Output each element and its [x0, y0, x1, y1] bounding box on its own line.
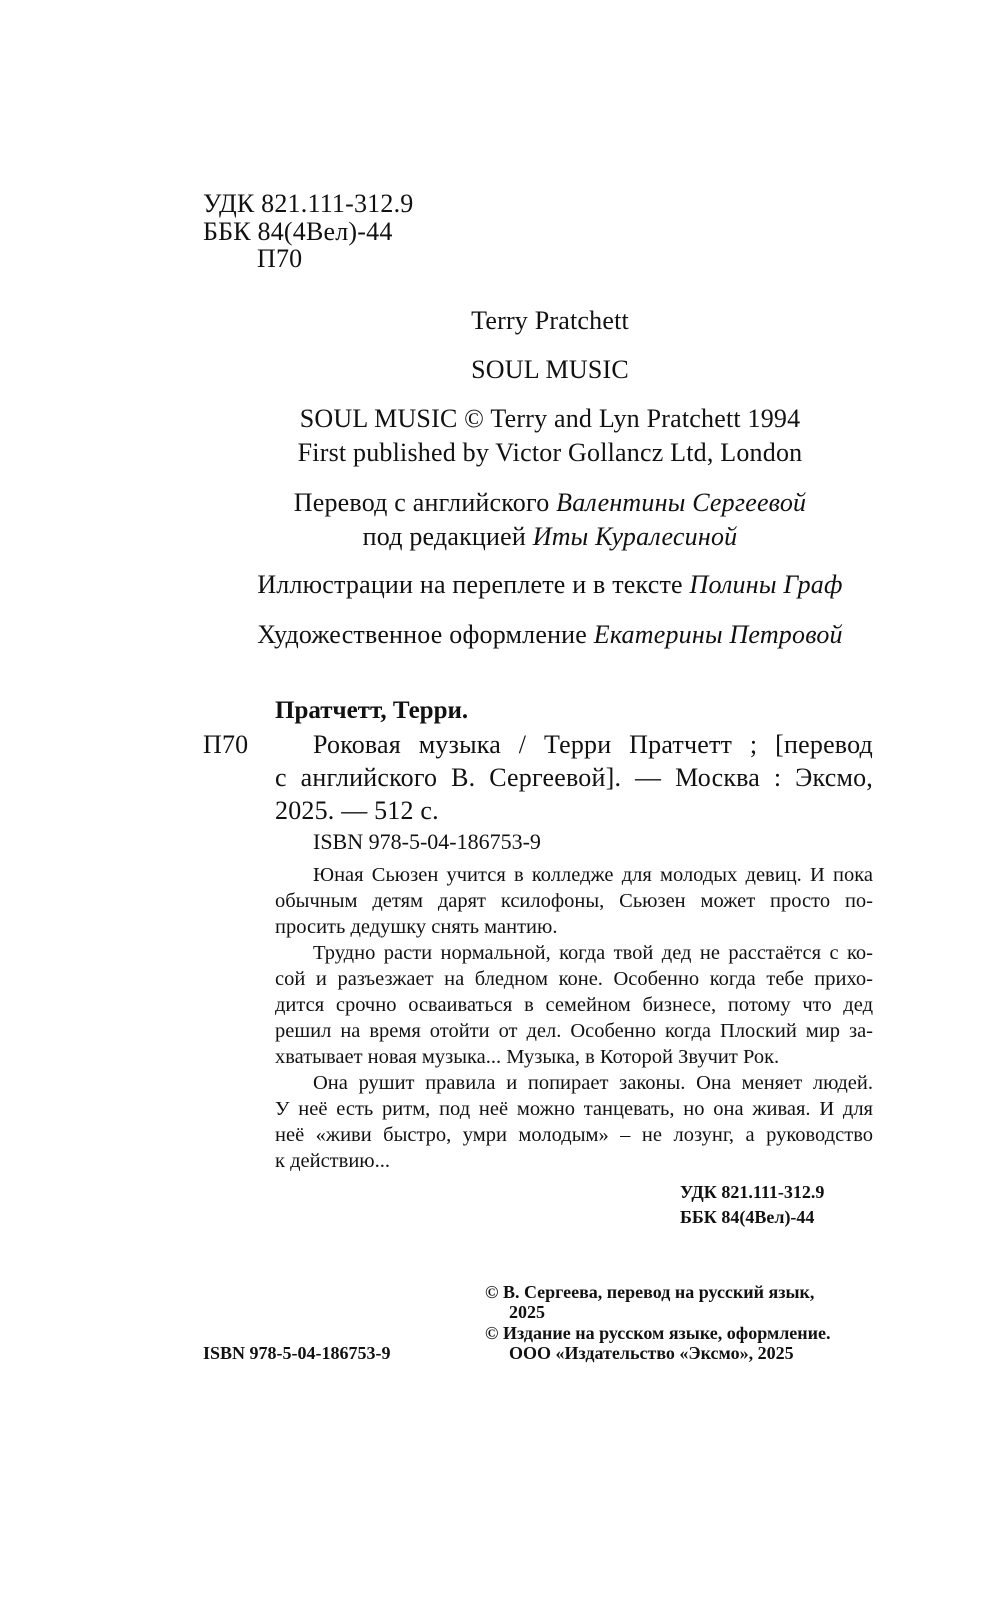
bibliographic-line: 2025. — 512 с. [275, 796, 439, 825]
first-published: First published by Victor Gollancz Ltd, London [297, 438, 803, 467]
bbk-code: ББК 84(4Вел)-44 [203, 217, 393, 246]
illustration-credit [200, 570, 900, 600]
translation-label: Перевод с английского [293, 488, 557, 517]
annotation-line: Трудно расти нормальной, когда твой дед не расстаётся с ко- [313, 942, 873, 964]
illustrator-name: Полины Граф [689, 570, 843, 599]
editor-name: Иты Куралесиной [532, 522, 738, 551]
editor-label: под редакцией [362, 522, 533, 551]
annotation-line: обычным детям дарят ксилофоны, Сьюзен может просто по- [275, 890, 873, 912]
copyright-original: SOUL MUSIC © Terry and Lyn Pratchett 1994 [299, 404, 801, 433]
translator-name: Валентины Сергеевой [556, 488, 807, 517]
footer-udk: УДК 821.111-312.9 [680, 1182, 825, 1202]
annotation-line: решил на время отойти от дел. Особенно когда Плоский мир за- [275, 1020, 873, 1042]
author-mark: П70 [257, 244, 303, 273]
annotation-line: сой и разъезжает на бледном коне. Особенно когда тебе прихо- [275, 968, 873, 990]
designer-name: Екатерины Петровой [593, 620, 843, 649]
annotation-line: У неё есть ритм, под неё можно танцевать, но она живая. И для [275, 1098, 873, 1120]
design-credit [200, 620, 900, 650]
isbn-footer: ISBN 978-5-04-186753-9 [203, 1343, 391, 1363]
bibliographic-line: Роковая музыка / Терри Пратчетт ; [перевод [313, 730, 873, 759]
footer-bbk: ББК 84(4Вел)-44 [680, 1207, 815, 1227]
original-author: Terry Pratchett [471, 306, 629, 335]
translation-credit [200, 488, 900, 518]
bibliographic-code: П70 [203, 730, 249, 759]
annotation-line: просить дедушку снять мантию. [275, 916, 558, 938]
annotation-line: неё «живи быстро, умри молодым» – не лозунг, а руководство [275, 1124, 873, 1146]
annotation-line: Юная Сьюзен учится в колледже для молодых девиц. И пока [313, 864, 873, 886]
bibliographic-heading: Пратчетт, Терри. [275, 697, 469, 724]
copyright-translation-year: 2025 [509, 1302, 545, 1322]
editor-credit [200, 522, 900, 552]
annotation-block [275, 862, 873, 1174]
copyright-translation: © В. Сергеева, перевод на русский язык, [485, 1282, 815, 1302]
copyright-publisher: ООО «Издательство «Эксмо», 2025 [509, 1343, 794, 1363]
annotation-line: дится срочно осваиваться в семейном бизнесе, потому что дед [275, 994, 873, 1016]
design-label: Художественное оформление [257, 620, 594, 649]
annotation-line: хватывает новая музыка... Музыка, в Которой Звучит Рок. [275, 1046, 780, 1068]
udk-code: УДК 821.111-312.9 [203, 189, 414, 218]
annotation-line: к действию... [275, 1150, 390, 1172]
bibliographic-line: с английского В. Сергеевой]. — Москва : Эксмо, [275, 763, 873, 792]
annotation-line: Она рушит правила и попирает законы. Она меняет людей. [313, 1072, 873, 1094]
bibliographic-isbn: ISBN 978-5-04-186753-9 [313, 829, 541, 854]
original-title: SOUL MUSIC [471, 355, 629, 384]
illustration-label: Иллюстрации на переплете и в тексте [257, 570, 690, 599]
copyright-edition: © Издание на русском языке, оформление. [485, 1323, 831, 1343]
